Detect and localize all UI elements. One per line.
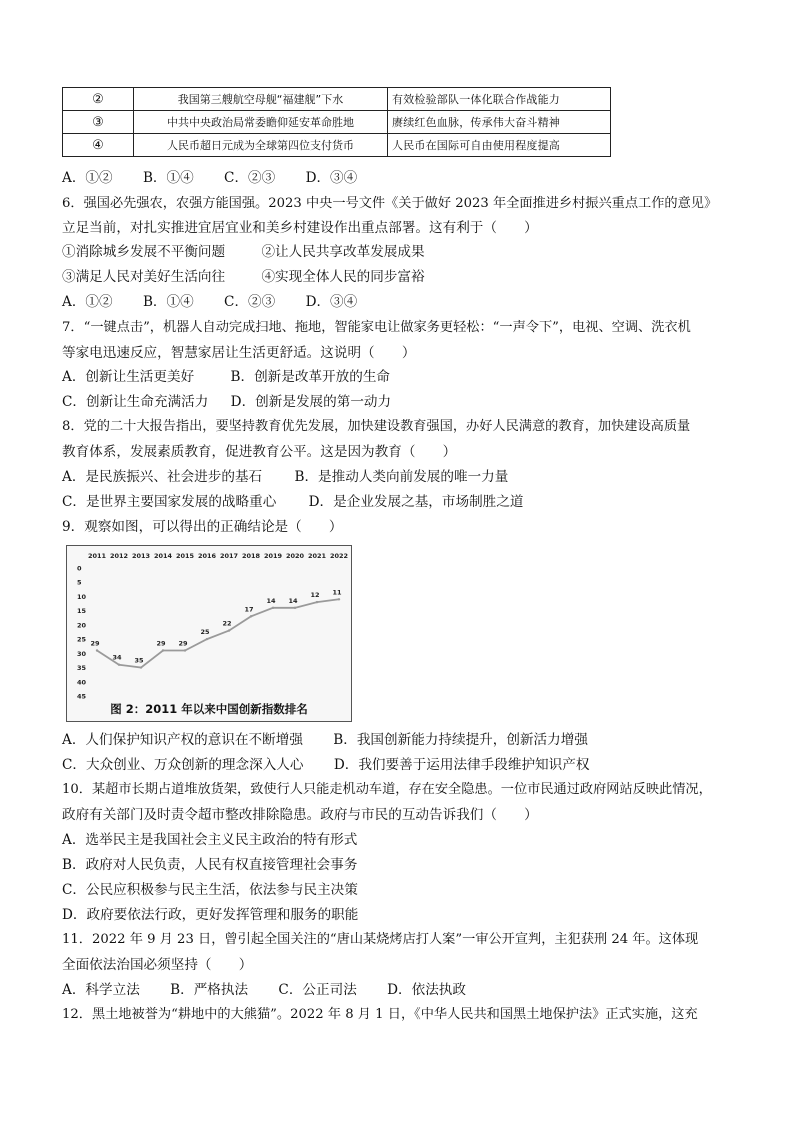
option-b: B．创新是改革开放的生命 bbox=[230, 369, 391, 385]
q10-option-b: B．政府对人民负责，人民有权直接管理社会事务 bbox=[62, 857, 358, 873]
table-row bbox=[63, 134, 611, 157]
innovation-rank-chart bbox=[66, 545, 352, 722]
x-tick-label: 2013 bbox=[131, 552, 151, 560]
q9-options-cd bbox=[62, 755, 589, 775]
x-tick-label: 2018 bbox=[241, 552, 261, 560]
option-a: A．①② bbox=[62, 294, 113, 310]
q10-stem-1: 10．某超市长期占道堆放货架，致使行人只能走机动车道，存在安全隐患。一位市民通过政府网站反映此情况， bbox=[62, 782, 712, 797]
option-a: A．创新让生活更美好 bbox=[62, 369, 195, 385]
series-line bbox=[97, 596, 339, 667]
data-label: 29 bbox=[90, 639, 100, 648]
q11-options bbox=[62, 980, 466, 1000]
data-point bbox=[162, 649, 164, 651]
data-label: 17 bbox=[244, 605, 254, 614]
option-a: A．①② bbox=[62, 170, 113, 186]
option-b: B．我国创新能力持续提升，创新活力增强 bbox=[333, 732, 588, 748]
statement-4: ④实现全体人民的同步富裕 bbox=[261, 269, 425, 285]
q8-options-ab bbox=[62, 467, 508, 487]
option-b: B．严格执法 bbox=[170, 982, 249, 998]
x-tick-label: 2014 bbox=[153, 552, 173, 560]
q6-stem-2: 立足当前，对扎实推进宜居宜业和美乡村建设作出重点部署。这有利于（ ） bbox=[62, 220, 538, 236]
table-cell-meaning: 赓续红色血脉，传承伟大奋斗精神 bbox=[388, 111, 611, 134]
x-tick-label: 2015 bbox=[175, 552, 195, 560]
y-tick-label: 30 bbox=[77, 649, 87, 658]
table-cell-event: 我国第三艘航空母舰“福建舰”下水 bbox=[134, 88, 388, 111]
table-cell-num: ④ bbox=[63, 134, 134, 157]
option-d: D．创新是发展的第一动力 bbox=[230, 394, 392, 410]
y-tick-label: 25 bbox=[77, 635, 87, 644]
q8-options-cd bbox=[62, 492, 523, 512]
x-tick-label: 2022 bbox=[329, 552, 349, 560]
q6-statements-2 bbox=[62, 267, 425, 287]
y-tick-label: 45 bbox=[77, 692, 87, 701]
table-cell-meaning: 人民币在国际可自由使用程度提高 bbox=[388, 134, 611, 157]
option-b: B．是推动人类向前发展的唯一力量 bbox=[294, 469, 509, 485]
option-d: D．③④ bbox=[305, 170, 358, 186]
data-point bbox=[96, 649, 98, 651]
data-label: 14 bbox=[266, 596, 276, 605]
x-tick-label: 2019 bbox=[263, 552, 283, 560]
x-tick-label: 2020 bbox=[285, 552, 305, 560]
option-d: D．③④ bbox=[305, 294, 358, 310]
data-point bbox=[140, 666, 142, 668]
table-cell-event: 中共中央政治局常委瞻仰延安革命胜地 bbox=[134, 111, 388, 134]
q5-options bbox=[62, 168, 357, 188]
q7-stem-2: 等家电迅速反应，智慧家居让生活更舒适。这说明（ ） bbox=[62, 345, 416, 361]
x-tick-label: 2021 bbox=[307, 552, 327, 560]
option-a: A．科学立法 bbox=[62, 982, 140, 998]
table-cell-num: ③ bbox=[63, 111, 134, 134]
x-tick-label: 2012 bbox=[109, 552, 129, 560]
q9-options-ab bbox=[62, 730, 588, 750]
data-label: 11 bbox=[332, 588, 342, 597]
table-cell-event: 人民币超日元成为全球第四位支付货币 bbox=[134, 134, 388, 157]
statement-3: ③满足人民对美好生活向往 bbox=[62, 269, 226, 285]
data-point bbox=[250, 615, 252, 617]
q10-stem-2: 政府有关部门及时责令超市整改排除隐患。政府与市民的互动告诉我们（ ） bbox=[62, 807, 538, 823]
y-tick-label: 0 bbox=[77, 564, 82, 573]
q11-stem-2: 全面依法治国必须坚持（ ） bbox=[62, 957, 253, 973]
data-label: 25 bbox=[200, 628, 210, 637]
data-point bbox=[228, 629, 230, 631]
data-point bbox=[118, 664, 120, 666]
q6-statements-1 bbox=[62, 242, 425, 262]
q10-option-a: A．选举民主是我国社会主义民主政治的特有形式 bbox=[62, 832, 358, 848]
data-point bbox=[338, 598, 340, 600]
option-a: A．人们保护知识产权的意识在不断增强 bbox=[62, 732, 303, 748]
data-label: 34 bbox=[112, 653, 122, 662]
table-row bbox=[63, 111, 611, 134]
chart-caption: 图 2：2011 年以来中国创新指数排名 bbox=[110, 702, 308, 716]
option-b: B．①④ bbox=[142, 294, 194, 310]
option-c: C．大众创业、万众创新的理念深入人心 bbox=[62, 757, 304, 773]
q10-option-c: C．公民应积极参与民主生活，依法参与民主决策 bbox=[62, 882, 358, 898]
y-tick-label: 5 bbox=[77, 578, 82, 587]
q9-stem: 9．观察如图，可以得出的正确结论是（ ） bbox=[62, 519, 343, 535]
q7-stem-1: 7．“一键点击”，机器人自动完成扫地、拖地，智能家电让做家务更轻松：“一声令下”，电视、空调、洗衣机 bbox=[62, 320, 691, 335]
q6-stem-1: 6．强国必先强农，农强方能国强。2023 中央一号文件《关于做好 2023 年全面推进乡村振兴重点工作的意见》 bbox=[62, 196, 718, 211]
data-label: 29 bbox=[156, 639, 166, 648]
data-point bbox=[206, 638, 208, 640]
q7-options-ab bbox=[62, 367, 390, 387]
y-tick-label: 40 bbox=[77, 678, 87, 687]
option-a: A．是民族振兴、社会进步的基石 bbox=[62, 469, 263, 485]
y-tick-label: 15 bbox=[77, 607, 87, 616]
q10-option-d: D．政府要依法行政，更好发挥管理和服务的职能 bbox=[62, 907, 359, 923]
option-c: C．是世界主要国家发展的战略重心 bbox=[62, 494, 277, 510]
y-tick-label: 10 bbox=[77, 592, 87, 601]
x-tick-label: 2011 bbox=[87, 552, 107, 560]
data-label: 29 bbox=[178, 639, 188, 648]
q11-stem-1: 11．2022 年 9 月 23 日，曾引起全国关注的“唐山某烧烤店打人案”一审公开宣判，主犯获刑 24 年。这体现 bbox=[62, 932, 699, 947]
option-c: C．公正司法 bbox=[278, 982, 357, 998]
q8-stem-1: 8．党的二十大报告指出，要坚持教育优先发展，加快建设教育强国，办好人民满意的教育，加快建设高质量 bbox=[62, 419, 691, 434]
q7-options-cd bbox=[62, 392, 391, 412]
option-b: B．①④ bbox=[142, 170, 194, 186]
data-point bbox=[184, 649, 186, 651]
q8-stem-2: 教育体系，发展素质教育，促进教育公平。这是因为教育（ ） bbox=[62, 444, 457, 460]
table-cell-num: ② bbox=[63, 88, 134, 111]
option-d: D．依法执政 bbox=[387, 982, 466, 998]
statement-1: ①消除城乡发展不平衡问题 bbox=[62, 244, 226, 260]
table-cell-meaning: 有效检验部队一体化联合作战能力 bbox=[388, 88, 611, 111]
option-c: C．②③ bbox=[224, 170, 276, 186]
data-label: 12 bbox=[310, 591, 320, 600]
option-d: D．我们要善于运用法律手段维护知识产权 bbox=[333, 757, 590, 773]
y-tick-label: 20 bbox=[77, 621, 87, 630]
data-label: 14 bbox=[288, 596, 298, 605]
data-point bbox=[272, 607, 274, 609]
x-tick-label: 2017 bbox=[219, 552, 239, 560]
table-row bbox=[63, 88, 611, 111]
data-point bbox=[316, 601, 318, 603]
data-label: 35 bbox=[134, 656, 144, 665]
x-tick-label: 2016 bbox=[197, 552, 217, 560]
option-c: C．创新让生命充满活力 bbox=[62, 394, 209, 410]
option-c: C．②③ bbox=[224, 294, 276, 310]
data-point bbox=[294, 607, 296, 609]
data-label: 22 bbox=[222, 619, 232, 628]
events-table bbox=[62, 87, 611, 157]
q6-options bbox=[62, 292, 357, 312]
option-d: D．是企业发展之基，市场制胜之道 bbox=[308, 494, 524, 510]
q12-stem-1: 12．黑土地被誉为“耕地中的大熊猫”。2022 年 8 月 1 日，《中华人民共和国黑土地保护法》正式实施，这充 bbox=[62, 1007, 698, 1022]
chart-canvas bbox=[67, 546, 351, 721]
y-tick-label: 35 bbox=[77, 664, 87, 673]
statement-2: ②让人民共享改革发展成果 bbox=[261, 244, 425, 260]
